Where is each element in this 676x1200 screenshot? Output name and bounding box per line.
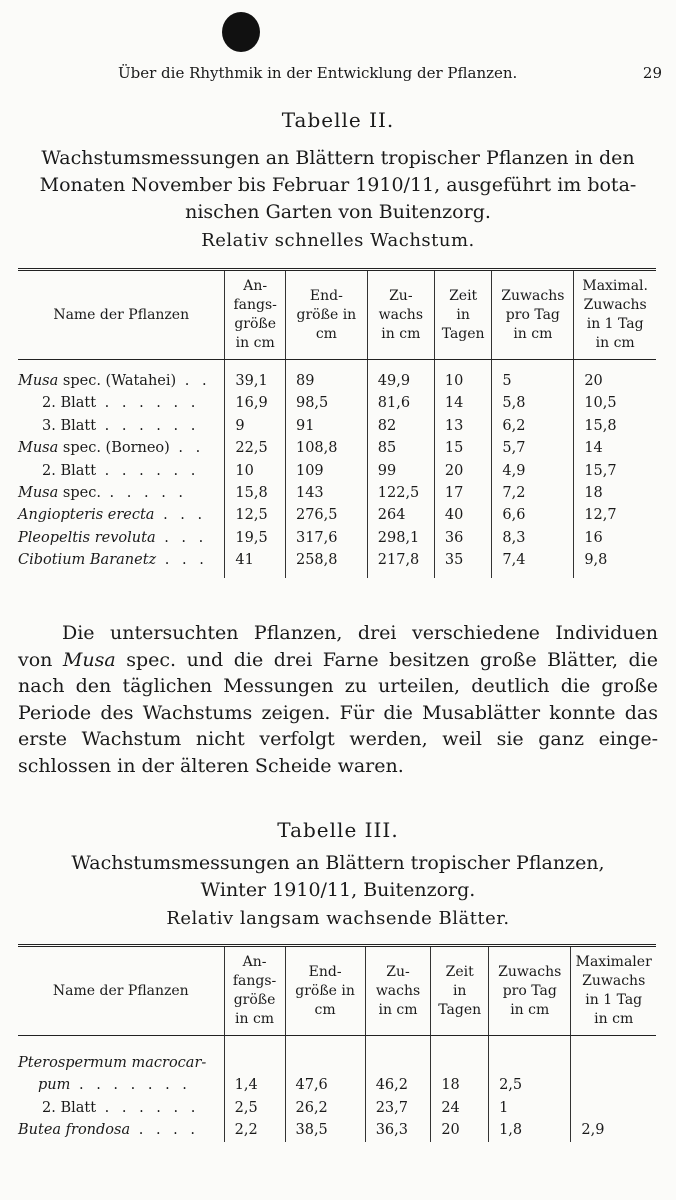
table3 (18, 944, 656, 1142)
value-cell: 18 (584, 485, 603, 502)
plant-name-rest: 3. Blatt (42, 417, 97, 434)
plant-name-cell (18, 460, 225, 482)
leader-dots: . . (169, 440, 205, 457)
value-cell: 91 (285, 415, 367, 437)
plant-genus: Musa (18, 485, 59, 502)
leader-dots: . . . (154, 507, 207, 524)
plant-name-line: 2. Blatt (42, 1099, 97, 1116)
value-cell: 143 (285, 482, 367, 504)
plant-name-cell (18, 1097, 224, 1119)
value-cell: 317,6 (285, 527, 367, 549)
leader-dots: . . . . . . (96, 462, 200, 479)
value-cell: 47,6 (285, 1074, 365, 1096)
plant-name-cell (18, 1074, 224, 1096)
value-cell: 1,4 (224, 1074, 285, 1096)
plant-name-cell (18, 415, 225, 437)
value-cell (285, 1036, 365, 1075)
table-row (18, 1119, 656, 1141)
value-cell: 6,2 (492, 415, 574, 437)
plant-genus: Musa (18, 440, 59, 457)
paragraph-line: Die untersuchten Pflanzen, drei verschiedene Individuen (62, 622, 658, 644)
table2-body (18, 360, 656, 578)
column-header: End- größe in cm (285, 946, 365, 1036)
table3-body (18, 1036, 656, 1142)
value-cell (571, 1074, 656, 1096)
table3-caption (0, 850, 676, 904)
value-cell: 36 (434, 527, 491, 549)
table-row (18, 392, 656, 414)
value-cell: 1,8 (489, 1119, 571, 1141)
plant-name-cell (18, 437, 225, 459)
value-cell: 1 (489, 1097, 571, 1119)
value-cell: 108,8 (285, 437, 367, 459)
table-row (18, 460, 656, 482)
value-cell: 24 (431, 1097, 489, 1119)
plant-name-cell (18, 549, 225, 571)
value-cell: 36,3 (365, 1119, 431, 1141)
value-cell (224, 1036, 285, 1075)
plant-genus: Musa (18, 373, 59, 389)
value-cell: 7,4 (492, 549, 574, 571)
value-cell: 19,5 (225, 527, 286, 549)
column-header: Zuwachs pro Tag in cm (492, 270, 574, 360)
value-cell: 22,5 (225, 437, 286, 459)
value-cell: 2,5 (224, 1097, 285, 1119)
plant-name-cell (18, 360, 225, 393)
value-cell: 10 (434, 360, 491, 393)
hole-punch-mark (222, 12, 260, 52)
value-cell: 5 (492, 360, 574, 393)
value-cell: 20 (434, 460, 491, 482)
plant-genus: Cibotium Baranetz (18, 552, 157, 569)
column-header: Maximal. Zuwachs in 1 Tag in cm (574, 270, 656, 360)
table2-caption (0, 145, 676, 226)
plant-name-line: Butea frondosa (18, 1122, 131, 1139)
value-cell: 4,9 (492, 460, 574, 482)
leader-dots: . . . (155, 529, 208, 546)
value-cell: 40 (434, 504, 491, 526)
column-header: An- fangs- größe in cm (225, 270, 286, 360)
plant-name-rest: spec. (58, 485, 101, 502)
plant-name-cell (18, 527, 225, 549)
paragraph-line: erste Wachstum nicht verfolgt werden, weil sie ganz einge- (18, 728, 658, 750)
value-cell: 20 (431, 1119, 489, 1141)
plant-name-cell (18, 1036, 224, 1075)
value-cell: 6,6 (492, 504, 574, 526)
spacer-cell (285, 572, 367, 578)
paragraph-line: von Musa spec. und die drei Farne besitzen große Blätter, die (18, 648, 658, 671)
value-cell: 89 (285, 360, 367, 393)
value-cell (571, 1097, 656, 1119)
value-cell (365, 1036, 431, 1075)
paragraph-line: Periode des Wachstums zeigen. Für die Musablätter konnte das (18, 701, 658, 724)
leader-dots: . . . . . . . (70, 1077, 191, 1094)
leader-dots: . . . . . (100, 485, 188, 502)
table3-header-row (18, 946, 656, 1036)
plant-name-cell (18, 482, 225, 504)
table3-subtitle: Relativ langsam wachsende Blätter. (166, 908, 510, 929)
value-cell: 12,5 (225, 504, 286, 526)
value-cell: 17 (434, 482, 491, 504)
leader-dots: . . (176, 373, 211, 389)
spacer-cell (18, 572, 225, 578)
value-cell (431, 1036, 489, 1075)
table-row (18, 504, 656, 526)
value-cell: 39,1 (225, 360, 286, 393)
value-cell: 15,7 (584, 462, 617, 479)
page-number: 29 (642, 64, 662, 82)
value-cell: 15,8 (584, 417, 617, 434)
value-cell: 13 (434, 415, 491, 437)
leader-dots: . . . . . . (96, 1099, 200, 1116)
plant-name-rest: 2. Blatt (42, 462, 97, 479)
value-cell: 264 (367, 504, 434, 526)
column-header: Zu- wachs in cm (367, 270, 434, 360)
body-paragraph (18, 620, 658, 779)
table-row (18, 415, 656, 437)
leader-dots: . . . . (130, 1122, 199, 1139)
leader-dots: . . . . . . (96, 417, 200, 434)
value-cell: 14 (584, 440, 603, 457)
value-cell: 122,5 (367, 482, 434, 504)
value-cell: 10,5 (584, 395, 617, 412)
table2 (18, 268, 656, 578)
value-cell: 5,8 (492, 392, 574, 414)
table3-caption-line: Wachstumsmessungen an Blättern tropischer Pflanzen, (71, 852, 605, 874)
table-row (18, 527, 656, 549)
spacer-cell (434, 572, 491, 578)
table-row (18, 437, 656, 459)
leader-dots: . . . . . . (96, 395, 200, 412)
value-cell: 217,8 (367, 549, 434, 571)
column-header: Zeit in Tagen (434, 270, 491, 360)
value-cell: 2,2 (224, 1119, 285, 1141)
value-cell: 5,7 (492, 437, 574, 459)
value-cell: 2,5 (489, 1074, 571, 1096)
value-cell: 81,6 (367, 392, 434, 414)
value-cell: 12,7 (584, 507, 617, 524)
plant-name-rest: 2. Blatt (42, 395, 97, 412)
plant-name-rest: spec. (Borneo) (58, 440, 170, 457)
value-cell: 9,8 (584, 552, 608, 569)
value-cell: 85 (367, 437, 434, 459)
value-cell: 18 (431, 1074, 489, 1096)
column-header-name: Name der Pflanzen (18, 270, 225, 360)
column-header: An- fangs- größe in cm (224, 946, 285, 1036)
value-cell: 2,9 (581, 1122, 605, 1139)
leader-dots: . . . (156, 552, 208, 569)
value-cell: 10 (225, 460, 286, 482)
table3-label: Tabelle III. (277, 818, 399, 842)
spacer-cell (574, 572, 656, 578)
italic-term: Musa (62, 648, 116, 671)
column-header: End- größe in cm (285, 270, 367, 360)
value-cell: 258,8 (285, 549, 367, 571)
value-cell: 35 (434, 549, 491, 571)
value-cell: 14 (434, 392, 491, 414)
value-cell: 20 (584, 373, 603, 389)
value-cell: 46,2 (365, 1074, 431, 1096)
value-cell: 7,2 (492, 482, 574, 504)
value-cell: 82 (367, 415, 434, 437)
table-row-spacer (18, 572, 656, 578)
table-row (18, 482, 656, 504)
table-row (18, 1097, 656, 1119)
value-cell: 16 (584, 529, 603, 546)
column-header: Zeit in Tagen (431, 946, 489, 1036)
paragraph-line: nach den täglichen Messungen zu urteilen, deutlich die große (18, 675, 658, 697)
table-row (18, 1074, 656, 1096)
table2-caption-line: nischen Garten von Buitenzorg. (185, 201, 491, 223)
value-cell: 15 (434, 437, 491, 459)
plant-name-cell (18, 392, 225, 414)
running-title: Über die Rhythmik in der Entwicklung der Pflanzen. (118, 64, 518, 82)
value-cell: 38,5 (285, 1119, 365, 1141)
value-cell (571, 1036, 656, 1075)
plant-name-rest: spec. (Watahei) (58, 373, 177, 389)
table-row (18, 549, 656, 571)
spacer-cell (367, 572, 434, 578)
value-cell: 9 (225, 415, 286, 437)
table2-label: Tabelle II. (281, 108, 395, 132)
table-row (18, 1036, 656, 1075)
paragraph-line: schlossen in der älteren Scheide waren. (18, 754, 404, 777)
table2-subtitle: Relativ schnelles Wachstum. (201, 230, 475, 251)
running-header (0, 64, 676, 86)
table2-header-row (18, 270, 656, 360)
table-row (18, 360, 656, 393)
value-cell (489, 1036, 571, 1075)
plant-name-line: pum (38, 1077, 71, 1094)
spacer-cell (225, 572, 286, 578)
plant-name-cell (18, 1119, 224, 1141)
column-header: Zu- wachs in cm (365, 946, 431, 1036)
table2-caption-line: Wachstumsmessungen an Blättern tropischer Pflanzen in den (41, 147, 635, 169)
value-cell: 98,5 (285, 392, 367, 414)
value-cell: 49,9 (367, 360, 434, 393)
value-cell: 298,1 (367, 527, 434, 549)
value-cell: 276,5 (285, 504, 367, 526)
plant-genus: Angiopteris erecta (18, 507, 155, 524)
value-cell: 41 (225, 549, 286, 571)
value-cell: 23,7 (365, 1097, 431, 1119)
plant-name-cell (18, 504, 225, 526)
table3-caption-line: Winter 1910/11, Buitenzorg. (200, 879, 476, 901)
table2-caption-line: Monaten November bis Februar 1910/11, ausgeführt im bota- (39, 174, 637, 196)
value-cell: 26,2 (285, 1097, 365, 1119)
value-cell: 8,3 (492, 527, 574, 549)
plant-name-line: Pterospermum macrocar- (18, 1055, 207, 1071)
column-header: Maximaler Zuwachs in 1 Tag in cm (571, 946, 656, 1036)
spacer-cell (492, 572, 574, 578)
plant-genus: Pleopeltis revoluta (18, 529, 156, 546)
value-cell: 15,8 (225, 482, 286, 504)
column-header-name: Name der Pflanzen (18, 946, 224, 1036)
value-cell: 16,9 (225, 392, 286, 414)
value-cell: 109 (285, 460, 367, 482)
value-cell: 99 (367, 460, 434, 482)
column-header: Zuwachs pro Tag in cm (489, 946, 571, 1036)
